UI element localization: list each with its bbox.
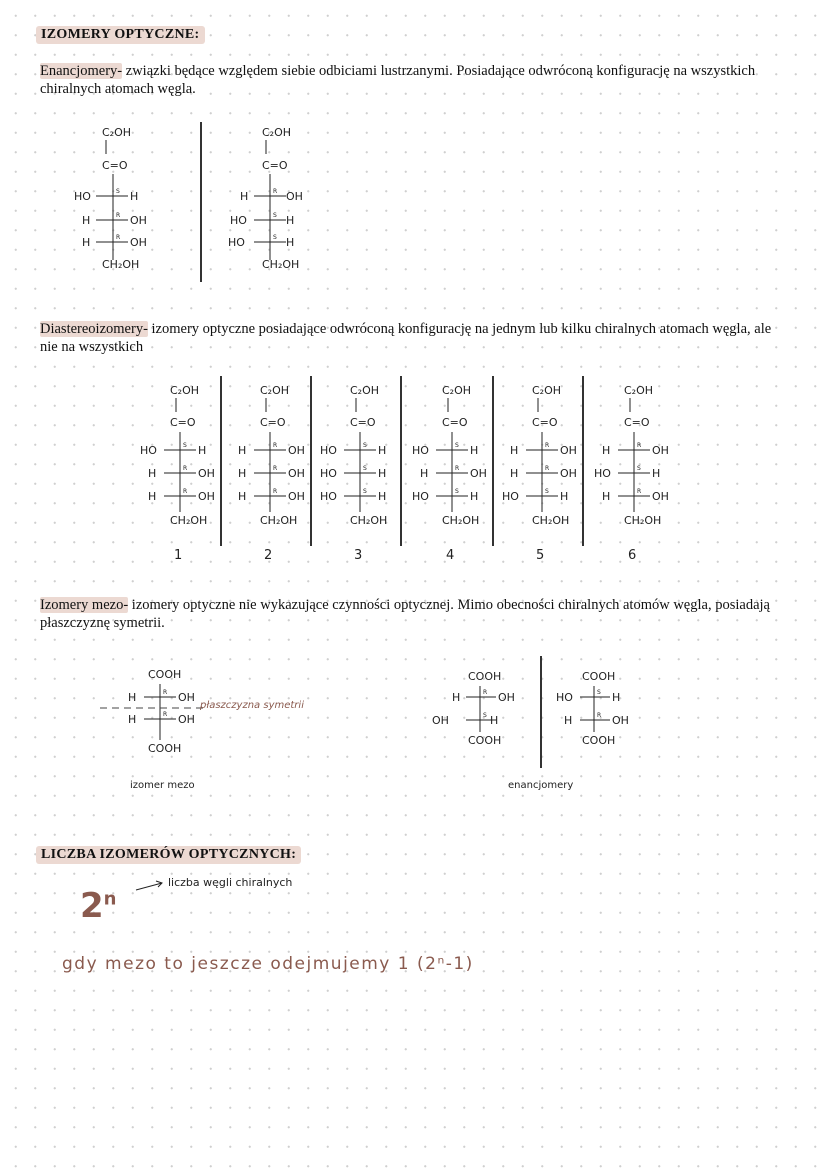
svg-text:COOH: COOH <box>582 734 616 747</box>
svg-text:H: H <box>286 214 295 227</box>
diastereomer-structure-3 <box>320 378 400 528</box>
section-heading-isomer-count: LICZBA IZOMERÓW OPTYCZNYCH: <box>36 846 301 864</box>
svg-text:S: S <box>363 442 367 449</box>
diastereomer-number: 5 <box>536 548 545 563</box>
svg-text:H: H <box>378 467 387 480</box>
svg-text:H: H <box>240 190 249 203</box>
svg-text:C₂OH: C₂OH <box>170 384 200 397</box>
svg-text:S: S <box>116 188 120 195</box>
svg-text:R: R <box>183 488 188 495</box>
mirror-line <box>200 122 202 282</box>
svg-text:CH₂OH: CH₂OH <box>350 514 388 527</box>
svg-text:HO: HO <box>230 214 247 227</box>
svg-text:R: R <box>273 488 278 495</box>
svg-text:H: H <box>470 444 479 457</box>
svg-text:R: R <box>183 465 188 472</box>
svg-text:H: H <box>510 444 519 457</box>
svg-text:C₂OH: C₂OH <box>262 126 292 139</box>
mirror-line <box>492 376 494 546</box>
formula-base: 2 <box>80 886 104 926</box>
struct-label: C₂OH <box>102 126 132 139</box>
svg-text:R: R <box>545 465 550 472</box>
arrow-icon <box>134 880 168 892</box>
formula-note: liczba węgli chiralnych <box>168 876 293 889</box>
diastereomer-number: 1 <box>174 548 183 563</box>
svg-text:OH: OH <box>432 714 449 727</box>
svg-text:R: R <box>273 442 278 449</box>
svg-text:S: S <box>597 689 601 696</box>
svg-text:C₂OH: C₂OH <box>260 384 290 397</box>
enantiomer-structure-left <box>70 122 170 282</box>
svg-text:H: H <box>82 214 91 227</box>
svg-text:S: S <box>545 488 549 495</box>
svg-text:R: R <box>116 212 121 219</box>
svg-text:OH: OH <box>470 467 487 480</box>
svg-text:HO: HO <box>556 691 573 704</box>
meso-structure <box>96 664 346 764</box>
svg-text:C=O: C=O <box>260 416 286 429</box>
svg-text:CH₂OH: CH₂OH <box>262 258 300 271</box>
diastereomer-structure-4 <box>412 378 492 528</box>
svg-text:C₂OH: C₂OH <box>442 384 472 397</box>
svg-text:S: S <box>455 488 459 495</box>
svg-text:OH: OH <box>178 713 195 726</box>
svg-text:H: H <box>128 691 137 704</box>
meso-term: Izomery mezo- <box>40 597 129 613</box>
svg-text:R: R <box>637 488 642 495</box>
svg-text:COOH: COOH <box>148 742 182 755</box>
svg-text:HO: HO <box>320 444 337 457</box>
diastereomer-number: 4 <box>446 548 455 563</box>
svg-text:CH₂OH: CH₂OH <box>260 514 298 527</box>
svg-text:H: H <box>602 490 611 503</box>
meso-text: izomery optyczne nie wykazujące czynności optycznej. Mimo obecności chiralnych atomów węgla, posiadają płaszczyznę symetrii. <box>40 597 770 631</box>
svg-text:R: R <box>163 711 168 718</box>
meso-rule: gdy mezo to jeszcze odejmujemy 1 (2ⁿ-1) <box>62 954 474 974</box>
svg-text:H: H <box>378 444 387 457</box>
svg-text:H: H <box>602 444 611 457</box>
svg-text:OH: OH <box>560 444 577 457</box>
enantiomer-caption: enancjomery <box>508 780 574 791</box>
enantiomers-text: związki będące względem siebie odbiciami lustrzanymi. Posiadające odwróconą konfigurację na wszystkich chiralnych atomach węgla. <box>40 63 756 97</box>
svg-text:R: R <box>455 465 460 472</box>
svg-text:R: R <box>116 234 121 241</box>
svg-text:CH₂OH: CH₂OH <box>624 514 662 527</box>
meso-definition <box>40 596 780 632</box>
svg-text:HO: HO <box>320 490 337 503</box>
svg-text:H: H <box>612 691 621 704</box>
svg-text:OH: OH <box>130 214 147 227</box>
svg-text:H: H <box>130 190 139 203</box>
svg-text:H: H <box>198 444 207 457</box>
formula-exponent: n <box>103 888 117 910</box>
svg-text:CH₂OH: CH₂OH <box>102 258 140 271</box>
svg-text:H: H <box>470 490 479 503</box>
svg-text:H: H <box>238 490 247 503</box>
svg-text:COOH: COOH <box>148 668 182 681</box>
diastereomer-number: 2 <box>264 548 273 563</box>
svg-text:HO: HO <box>74 190 91 203</box>
svg-text:OH: OH <box>130 236 147 249</box>
svg-text:OH: OH <box>288 490 305 503</box>
svg-text:HO: HO <box>320 467 337 480</box>
diastereomers-text: izomery optyczne posiadające odwróconą konfigurację na jednym lub kilku chiralnych atomach węgla, ale nie na wszystkich <box>40 321 772 355</box>
svg-text:OH: OH <box>612 714 629 727</box>
svg-text:C=O: C=O <box>624 416 650 429</box>
svg-text:OH: OH <box>198 490 215 503</box>
svg-text:HO: HO <box>502 490 519 503</box>
svg-text:C₂OH: C₂OH <box>532 384 562 397</box>
svg-text:COOH: COOH <box>468 670 502 683</box>
svg-text:HO: HO <box>594 467 611 480</box>
mirror-line <box>400 376 402 546</box>
formula <box>80 886 117 926</box>
svg-text:S: S <box>483 712 487 719</box>
svg-text:H: H <box>238 444 247 457</box>
svg-text:S: S <box>637 465 641 472</box>
svg-text:OH: OH <box>652 444 669 457</box>
svg-text:OH: OH <box>498 691 515 704</box>
meso-caption: izomer mezo <box>130 780 195 791</box>
svg-text:COOH: COOH <box>468 734 502 747</box>
diastereomer-number: 6 <box>628 548 637 563</box>
svg-text:H: H <box>510 467 519 480</box>
diastereomer-number: 3 <box>354 548 363 563</box>
svg-text:S: S <box>455 442 459 449</box>
svg-text:H: H <box>148 467 157 480</box>
svg-text:S: S <box>363 465 367 472</box>
svg-text:H: H <box>652 467 661 480</box>
svg-text:HO: HO <box>140 444 157 457</box>
mirror-line <box>310 376 312 546</box>
svg-text:S: S <box>273 212 277 219</box>
svg-text:R: R <box>273 188 278 195</box>
svg-text:OH: OH <box>288 444 305 457</box>
svg-text:HO: HO <box>412 444 429 457</box>
diastereomers-term: Diastereoizomery- <box>40 321 148 337</box>
svg-text:HO: HO <box>228 236 245 249</box>
svg-text:S: S <box>183 442 187 449</box>
svg-text:OH: OH <box>288 467 305 480</box>
tartaric-enantiomer-right <box>550 666 650 756</box>
diastereomers-definition <box>40 320 780 356</box>
svg-text:R: R <box>483 689 488 696</box>
svg-text:R: R <box>597 712 602 719</box>
svg-text:C=O: C=O <box>532 416 558 429</box>
enantiomers-definition <box>40 62 780 98</box>
svg-text:H: H <box>420 467 429 480</box>
enantiomers-term: Enancjomery- <box>40 63 123 79</box>
svg-text:C=O: C=O <box>170 416 196 429</box>
svg-text:R: R <box>637 442 642 449</box>
svg-text:HO: HO <box>412 490 429 503</box>
svg-text:R: R <box>545 442 550 449</box>
svg-text:S: S <box>273 234 277 241</box>
svg-text:S: S <box>363 488 367 495</box>
svg-text:OH: OH <box>560 467 577 480</box>
svg-text:H: H <box>452 691 461 704</box>
svg-text:C₂OH: C₂OH <box>350 384 380 397</box>
svg-text:CH₂OH: CH₂OH <box>442 514 480 527</box>
svg-text:C=O: C=O <box>350 416 376 429</box>
tartaric-enantiomer-left <box>428 666 528 756</box>
svg-text:H: H <box>238 467 247 480</box>
svg-text:C=O: C=O <box>102 159 128 172</box>
svg-text:OH: OH <box>652 490 669 503</box>
svg-text:R: R <box>273 465 278 472</box>
svg-text:H: H <box>148 490 157 503</box>
svg-text:OH: OH <box>178 691 195 704</box>
svg-text:H: H <box>490 714 499 727</box>
svg-text:R: R <box>163 689 168 696</box>
svg-text:H: H <box>128 713 137 726</box>
svg-text:C=O: C=O <box>262 159 288 172</box>
mirror-line <box>582 376 584 546</box>
mirror-line <box>220 376 222 546</box>
svg-text:H: H <box>286 236 295 249</box>
section-heading-optical-isomers: IZOMERY OPTYCZNE: <box>36 26 205 44</box>
svg-text:CH₂OH: CH₂OH <box>532 514 570 527</box>
svg-text:H: H <box>560 490 569 503</box>
symmetry-plane-label: płaszczyzna symetrii <box>200 700 304 711</box>
svg-text:H: H <box>82 236 91 249</box>
svg-text:H: H <box>378 490 387 503</box>
svg-text:OH: OH <box>198 467 215 480</box>
svg-text:OH: OH <box>286 190 303 203</box>
diastereomer-structure-1 <box>140 378 220 528</box>
svg-text:COOH: COOH <box>582 670 616 683</box>
mirror-line <box>540 656 542 768</box>
svg-text:H: H <box>564 714 573 727</box>
svg-text:C₂OH: C₂OH <box>624 384 654 397</box>
svg-text:C=O: C=O <box>442 416 468 429</box>
diastereomer-structure-6 <box>594 378 674 528</box>
enantiomer-structure-right <box>228 122 328 282</box>
diastereomer-structure-5 <box>502 378 582 528</box>
diastereomer-structure-2 <box>230 378 310 528</box>
svg-text:CH₂OH: CH₂OH <box>170 514 208 527</box>
